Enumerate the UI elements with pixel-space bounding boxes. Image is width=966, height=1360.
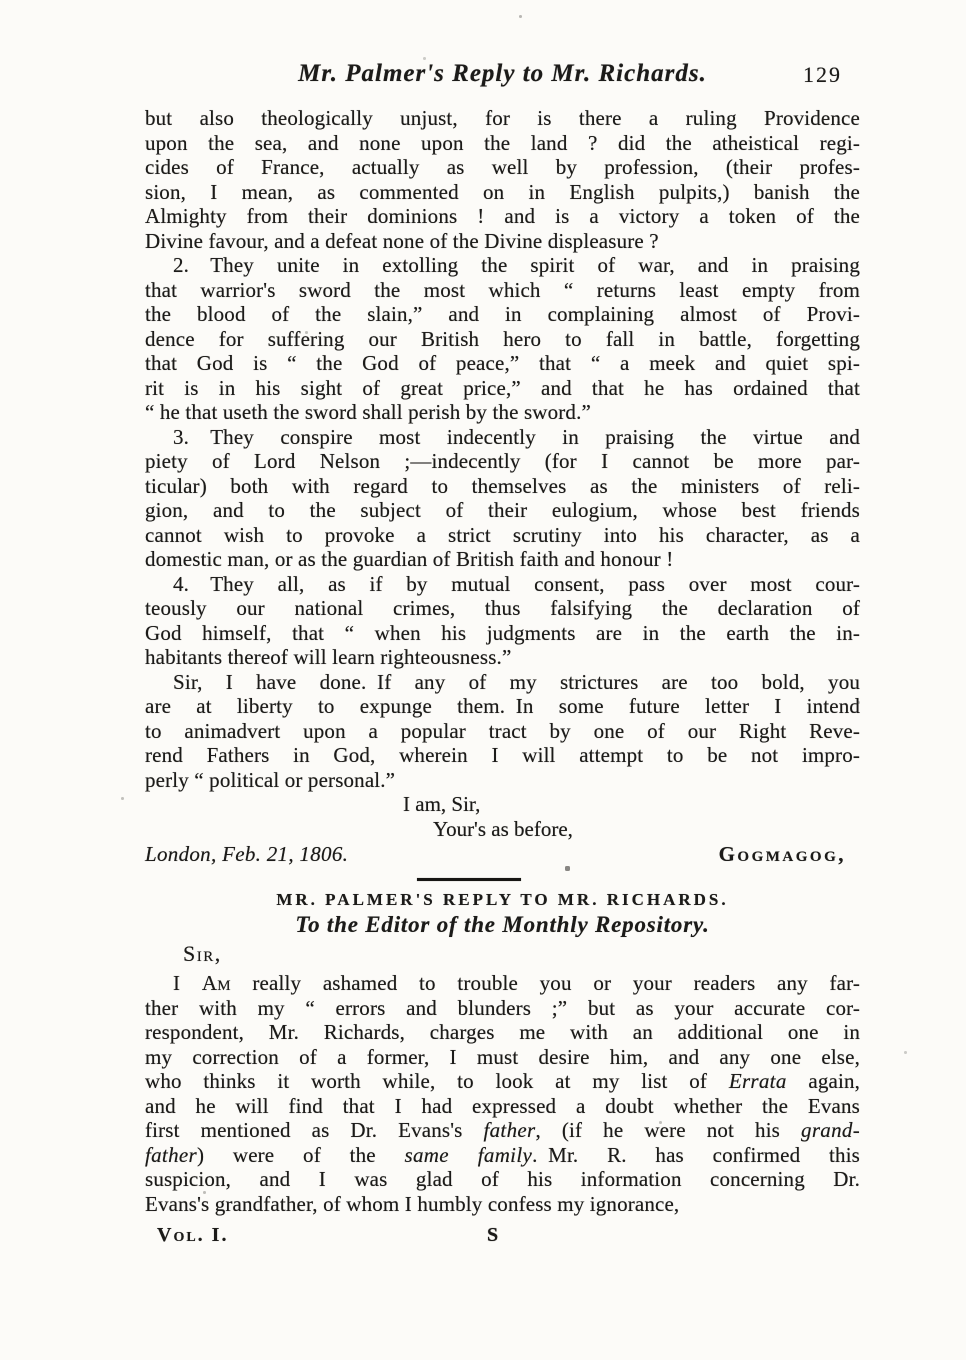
letter-palmer-body	[145, 971, 860, 1216]
text-line: God himself, that “ when his judgments are in the earth the in-	[145, 620, 860, 645]
text-line: “ he that useth the sword shall perish by the sword.”	[145, 400, 591, 424]
paragraph	[145, 106, 860, 253]
text-line: that warrior's sword the most which “ returns least empty from	[145, 277, 860, 302]
text-line: Divine favour, and a defeat none of the Divine displeasure ?	[145, 228, 659, 253]
closing-salutation: I am, Sir,	[403, 792, 481, 816]
letter-gogmagog	[145, 106, 860, 867]
text-line: teously our national crimes, thus falsifying the declaration of	[145, 596, 860, 620]
text-line: gion, and to the subject of their eulogium, whose best friends	[145, 498, 860, 522]
text-line: 2. They unite in extolling the spirit of war, and in praising	[173, 253, 860, 277]
letter-gogmagog-body	[145, 106, 860, 792]
running-title: Mr. Palmer's Reply to Mr. Richards.	[298, 60, 707, 87]
text-line: are at liberty to expunge them. In some future letter I intend	[145, 694, 860, 718]
paragraph	[145, 572, 860, 670]
text-line: first mentioned as Dr. Evans's father, (if he were not his grand-	[145, 1118, 860, 1142]
text-line: that God is “ the God of peace,” that “ a meek and quiet spi-	[145, 351, 860, 375]
section-subheading: To the Editor of the Monthly Repository.	[295, 912, 710, 937]
text-line: rit is in his sight of great price,” and that he has ordained that	[145, 375, 860, 400]
letter-palmer-reply	[145, 890, 860, 1216]
text-line: dence for suffering our British hero to fall in battle, forgetting	[145, 326, 860, 351]
text-line: Sir, I have done. If any of my strictures are too bold, you	[173, 669, 860, 694]
text-line: suspicion, and I was glad of his information concerning Dr.	[145, 1167, 860, 1191]
page-footer	[145, 1224, 860, 1250]
page-number: 129	[803, 62, 842, 87]
text-line: 4. They all, as if by mutual consent, pass over most cour-	[173, 571, 860, 596]
paragraph	[145, 425, 860, 572]
text-line: perly “ political or personal.”	[145, 767, 396, 792]
text-line: cides of France, actually as well by profession, (their profes-	[145, 155, 860, 179]
text-line: sion, I mean, as commented on in English pulpits,) banish the	[145, 179, 860, 204]
text-line: Almighty from their dominions ! and is a victory a token of the	[145, 204, 860, 228]
text-line: I Am really ashamed to trouble you or your readers any far-	[173, 971, 861, 995]
section-heading: MR. PALMER'S REPLY TO MR. RICHARDS.	[276, 890, 729, 909]
scan-speckles	[0, 0, 1, 1]
dateline: London, Feb. 21, 1806.	[145, 842, 349, 866]
text-line: my correction of a former, I must desire him, and any one else,	[145, 1044, 860, 1069]
text-line: the blood of the slain,” and in complaining almost of Provi-	[145, 302, 860, 326]
section-divider	[417, 878, 521, 881]
dateline-row	[145, 842, 860, 867]
text-line: but also theologically unjust, for is there a ruling Providence	[145, 106, 860, 130]
text-line: to animadvert upon a popular tract by one of our Right Reve-	[145, 718, 860, 743]
text-line: rend Fathers in God, wherein I will attempt to be not impro-	[145, 743, 860, 767]
text-line: who thinks it worth while, to look at my list of Errata again,	[145, 1069, 860, 1093]
text-line: habitants thereof will learn righteousness.”	[145, 645, 512, 669]
text-line: upon the sea, and none upon the land ? did the atheistical regi-	[145, 130, 860, 155]
running-header	[145, 60, 860, 94]
closing-signoff: Your's as before,	[433, 817, 573, 841]
text-line: ticular) both with regard to themselves as the ministers of reli-	[145, 473, 860, 498]
text-line: domestic man, or as the guardian of British faith and honour !	[145, 547, 674, 571]
text-line: respondent, Mr. Richards, charges me with an additional one in	[145, 1020, 860, 1044]
text-line: Evans's grandfather, of whom I humbly confess my ignorance,	[145, 1191, 680, 1216]
text-block	[145, 60, 860, 1250]
paragraph	[145, 670, 860, 793]
text-line: 3. They conspire most indecently in praising the virtue and	[173, 424, 860, 449]
letter-closing	[145, 792, 860, 867]
paragraph	[145, 971, 860, 1216]
signature-gogmagog: Gogmagog,	[718, 842, 846, 866]
volume-label: Vol. I.	[157, 1224, 229, 1246]
printer-signature-mark: S	[487, 1224, 499, 1246]
text-line: cannot wish to provoke a strict scrutiny into his character, as a	[145, 522, 860, 547]
text-line: and he will find that I had expressed a doubt whether the Evans	[145, 1093, 860, 1118]
text-line: father) were of the same family. Mr. R. has confirmed this	[145, 1142, 861, 1167]
letter-salutation: Sir,	[183, 941, 222, 966]
text-line: piety of Lord Nelson ;—indecently (for I cannot be more par-	[145, 449, 860, 473]
paragraph	[145, 253, 860, 425]
text-line: ther with my “ errors and blunders ;” but as your accurate cor-	[145, 995, 860, 1020]
